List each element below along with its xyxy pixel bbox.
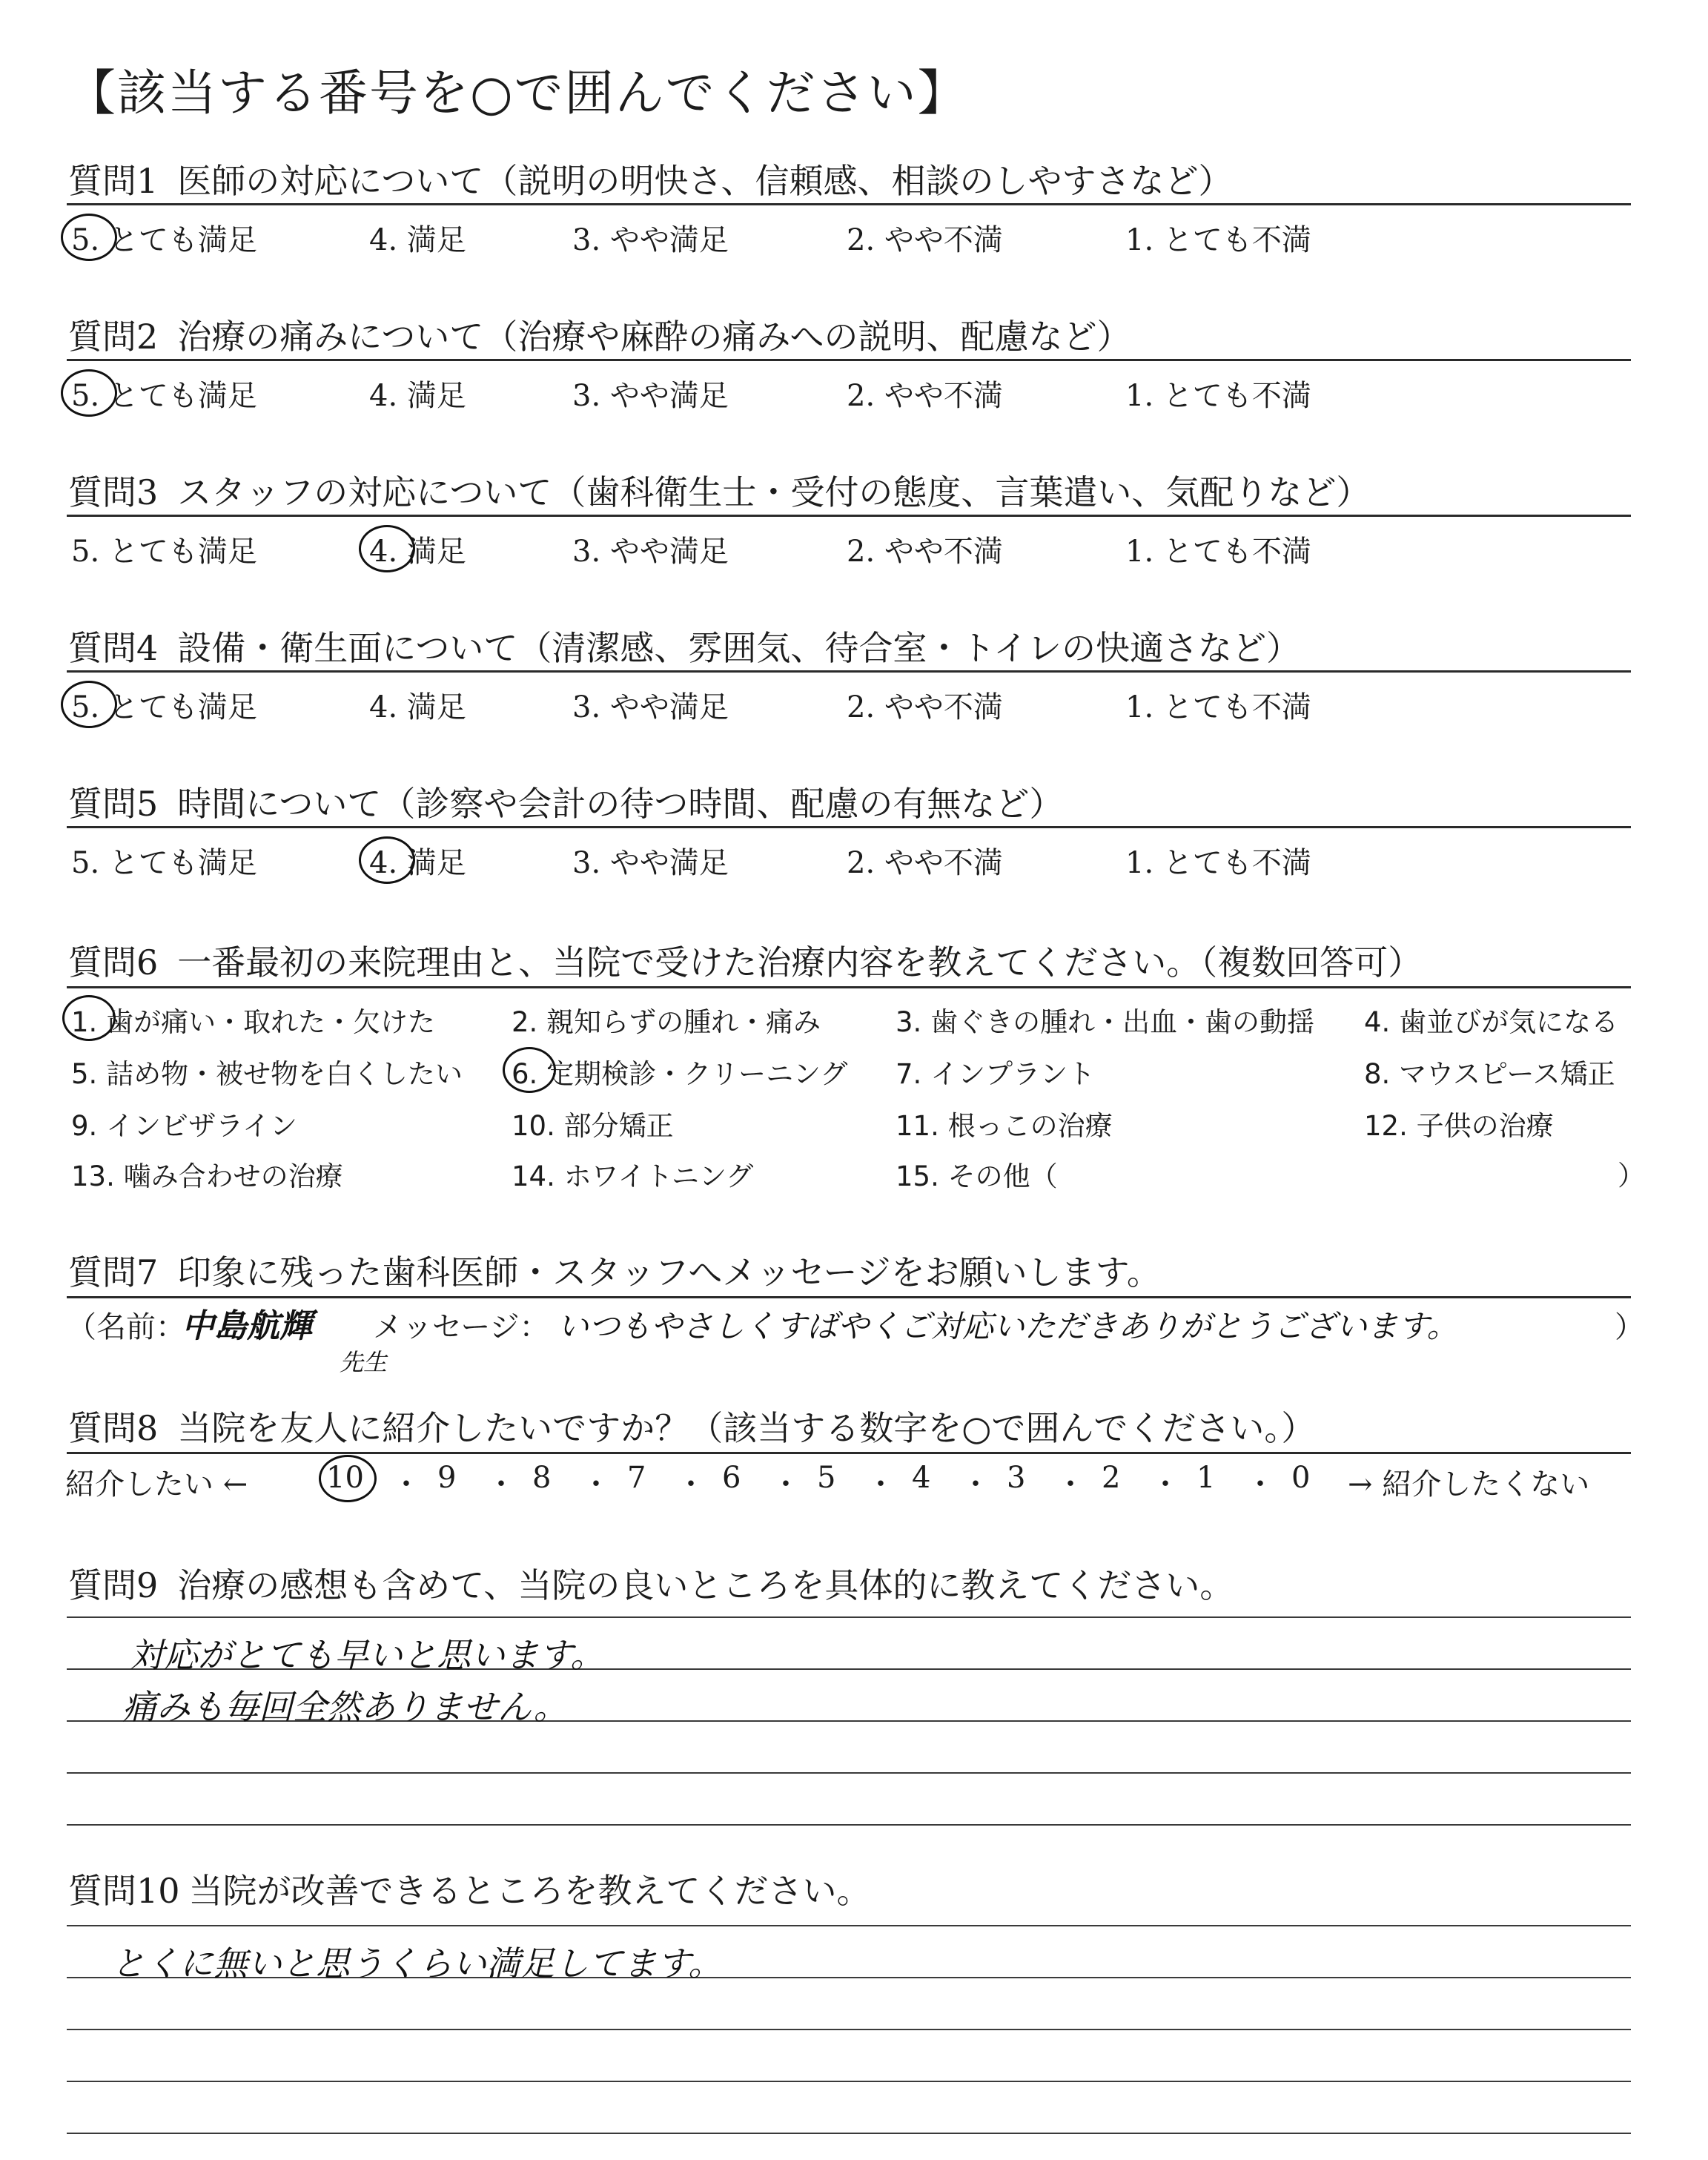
q7-message-label: メッセージ：	[373, 1310, 549, 1344]
selection-circle	[359, 525, 415, 572]
answer-option[interactable]: 4. 満足	[369, 690, 466, 724]
question-text: 印象に残った歯科医師・スタッフへメッセージをお願いします。	[177, 1252, 1161, 1292]
answer-line	[67, 2029, 1631, 2030]
q8-scale-separator: ・	[1245, 1467, 1275, 1502]
question-number: 質問7	[68, 1252, 159, 1292]
q8-scale-separator: ・	[866, 1467, 896, 1502]
selection-circle	[62, 995, 116, 1041]
answer-line	[67, 2133, 1631, 2134]
question-6-title	[68, 936, 1422, 985]
question-4-title	[68, 621, 1300, 670]
form-heading: 【該当する番号を○で囲んでください】	[67, 65, 968, 122]
question-rule	[67, 203, 1631, 205]
q8-left-label: 紹介したい ←	[65, 1467, 248, 1502]
question-rule	[67, 515, 1631, 517]
q8-scale-value[interactable]: 4	[912, 1461, 931, 1495]
q8-scale-value[interactable]: 8	[532, 1461, 552, 1495]
answer-option[interactable]: 5. とても満足	[71, 223, 257, 257]
question-number: 質問6	[68, 942, 159, 982]
q6-option[interactable]: 6. 定期検診・クリーニング	[512, 1058, 848, 1090]
question-text: 時間について（診察や会計の待つ時間、配慮の有無など）	[177, 784, 1064, 824]
answer-option[interactable]: 4. 満足	[369, 535, 466, 569]
question-text: 治療の痛みについて（治療や麻酔の痛みへの説明、配慮など）	[177, 317, 1131, 357]
question-number: 質問5	[68, 784, 159, 824]
selection-circle	[319, 1455, 377, 1502]
q6-option[interactable]: 5. 詰め物・被せ物を白くしたい	[71, 1058, 463, 1090]
answer-option[interactable]: 3. やや満足	[572, 690, 729, 724]
question-7-title	[68, 1246, 1161, 1295]
question-3-title	[68, 466, 1370, 515]
q8-scale-separator: ・	[771, 1467, 801, 1502]
selection-circle	[503, 1047, 556, 1093]
q8-scale-value[interactable]: 5	[817, 1461, 836, 1495]
answer-line	[67, 1925, 1631, 1926]
q10-answer-line-1: とくに無いと思うくらい満足してます。	[111, 1943, 723, 1984]
q8-scale-separator: ・	[961, 1467, 990, 1502]
q6-option[interactable]: 2. 親知らずの腫れ・痛み	[512, 1006, 821, 1038]
question-number: 質問1	[68, 161, 159, 201]
answer-option[interactable]: 5. とても満足	[71, 846, 257, 880]
question-rule	[67, 1296, 1631, 1298]
q8-scale-separator: ・	[486, 1467, 516, 1502]
question-number: 質問9	[68, 1565, 159, 1605]
q8-scale-value[interactable]: 7	[627, 1461, 646, 1495]
q8-scale-value[interactable]: 3	[1007, 1461, 1026, 1495]
question-number: 質問2	[68, 317, 159, 357]
answer-option[interactable]: 3. やや満足	[572, 535, 729, 569]
answer-option[interactable]: 3. やや満足	[572, 846, 729, 880]
question-rule	[67, 670, 1631, 673]
q6-option[interactable]: 14. ホワイトニング	[512, 1160, 754, 1192]
q6-option[interactable]: 12. 子供の治療	[1364, 1110, 1554, 1142]
selection-circle	[61, 369, 117, 417]
answer-option[interactable]: 1. とても不満	[1125, 690, 1311, 724]
answer-option[interactable]: 5. とても満足	[71, 690, 257, 724]
q9-answer-line-1: 対応がとても早いと思います。	[130, 1635, 605, 1675]
q6-option[interactable]: 4. 歯並びが気になる	[1364, 1006, 1619, 1038]
question-rule	[67, 1452, 1631, 1454]
q8-scale-separator: ・	[1056, 1467, 1085, 1502]
answer-option[interactable]: 4. 満足	[369, 223, 466, 257]
q6-option[interactable]: 13. 噛み合わせの治療	[71, 1160, 343, 1192]
q6-option[interactable]: 11. 根っこの治療	[896, 1110, 1113, 1142]
answer-option[interactable]: 1. とても不満	[1125, 379, 1311, 413]
q8-scale-value[interactable]: 6	[722, 1461, 741, 1495]
q8-scale-value[interactable]: 9	[437, 1461, 457, 1495]
question-number: 質問10	[68, 1871, 180, 1911]
question-number: 質問3	[68, 472, 159, 512]
selection-circle	[61, 681, 117, 728]
answer-option[interactable]: 3. やや満足	[572, 223, 729, 257]
question-text: 当院を友人に紹介したいですか？（該当する数字を○で囲んでください。）	[177, 1408, 1316, 1448]
q8-scale-value[interactable]: 1	[1196, 1461, 1216, 1495]
question-rule	[67, 986, 1631, 988]
answer-option[interactable]: 4. 満足	[369, 846, 466, 880]
q8-right-label: → 紹介したくない	[1348, 1467, 1590, 1502]
q8-scale-value[interactable]: 0	[1291, 1461, 1311, 1495]
answer-option[interactable]: 1. とても不満	[1125, 846, 1311, 880]
question-text: 一番最初の来院理由と、当院で受けた治療内容を教えてください。（複数回答可）	[177, 942, 1423, 982]
question-1-title	[68, 154, 1233, 203]
q7-name-value: 中島航輝	[182, 1307, 312, 1345]
q9-answer-line-2: 痛みも毎回全然ありません。	[122, 1687, 568, 1727]
answer-option[interactable]: 2. やや不満	[847, 846, 1003, 880]
q6-option[interactable]: 3. 歯ぐきの腫れ・出血・歯の動揺	[896, 1006, 1315, 1038]
question-text: 医師の対応について（説明の明快さ、信頼感、相談のしやすさなど）	[177, 161, 1233, 201]
question-text: 治療の感想も含めて、当院の良いところを具体的に教えてください。	[177, 1565, 1234, 1605]
answer-option[interactable]: 5. とても満足	[71, 535, 257, 569]
q6-option[interactable]: 1. 歯が痛い・取れた・欠けた	[71, 1006, 436, 1038]
answer-line	[67, 1772, 1631, 1774]
q7-name-suffix: 先生	[340, 1348, 388, 1376]
q7-message-value: いつもやさしくすばやくご対応いただきありがとうございます。	[557, 1308, 1458, 1344]
q6-option[interactable]: 10. 部分矯正	[512, 1110, 674, 1142]
answer-line	[67, 1616, 1631, 1618]
q8-scale-value[interactable]: 2	[1102, 1461, 1121, 1495]
q6-option[interactable]: 15. その他（	[896, 1160, 1058, 1192]
selection-circle	[359, 836, 415, 884]
answer-option[interactable]: 4. 満足	[369, 379, 466, 413]
q8-scale-separator: ・	[1151, 1467, 1180, 1502]
q6-option[interactable]: 9. インビザライン	[71, 1110, 297, 1142]
question-text: スタッフの対応について（歯科衛生士・受付の態度、言葉遣い、気配りなど）	[177, 472, 1371, 512]
q6-other-close-paren: ）	[1618, 1160, 1645, 1192]
answer-option[interactable]: 1. とても不満	[1125, 535, 1311, 569]
question-number: 質問8	[68, 1408, 159, 1448]
answer-option[interactable]: 1. とても不満	[1125, 223, 1311, 257]
question-10-title	[68, 1864, 871, 1913]
q7-name-label: （名前：	[67, 1310, 185, 1344]
answer-option[interactable]: 5. とても満足	[71, 379, 257, 413]
question-rule	[67, 826, 1631, 828]
q8-scale-separator: ・	[391, 1467, 421, 1502]
question-rule	[67, 359, 1631, 361]
question-9-title	[68, 1559, 1234, 1608]
answer-line	[67, 1824, 1631, 1826]
question-5-title	[68, 777, 1063, 826]
selection-circle	[61, 214, 117, 261]
answer-option[interactable]: 2. やや不満	[847, 690, 1003, 724]
q8-scale-separator: ・	[581, 1467, 611, 1502]
q7-close-paren: ）	[1615, 1310, 1644, 1344]
q6-option[interactable]: 7. インプラント	[896, 1058, 1096, 1090]
q8-scale-value[interactable]: 10	[326, 1461, 364, 1495]
question-8-title	[68, 1401, 1315, 1450]
q6-option[interactable]: 8. マウスピース矯正	[1364, 1058, 1615, 1090]
answer-line	[67, 2081, 1631, 2082]
question-2-title	[68, 310, 1131, 359]
q8-scale-separator: ・	[676, 1467, 706, 1502]
answer-option[interactable]: 2. やや不満	[847, 223, 1003, 257]
answer-option[interactable]: 2. やや不満	[847, 379, 1003, 413]
question-text: 設備・衛生面について（清潔感、雰囲気、待合室・トイレの快適さなど）	[177, 628, 1301, 668]
question-number: 質問4	[68, 628, 159, 668]
answer-option[interactable]: 2. やや不満	[847, 535, 1003, 569]
answer-option[interactable]: 3. やや満足	[572, 379, 729, 413]
question-text: 当院が改善できるところを教えてください。	[188, 1871, 871, 1911]
